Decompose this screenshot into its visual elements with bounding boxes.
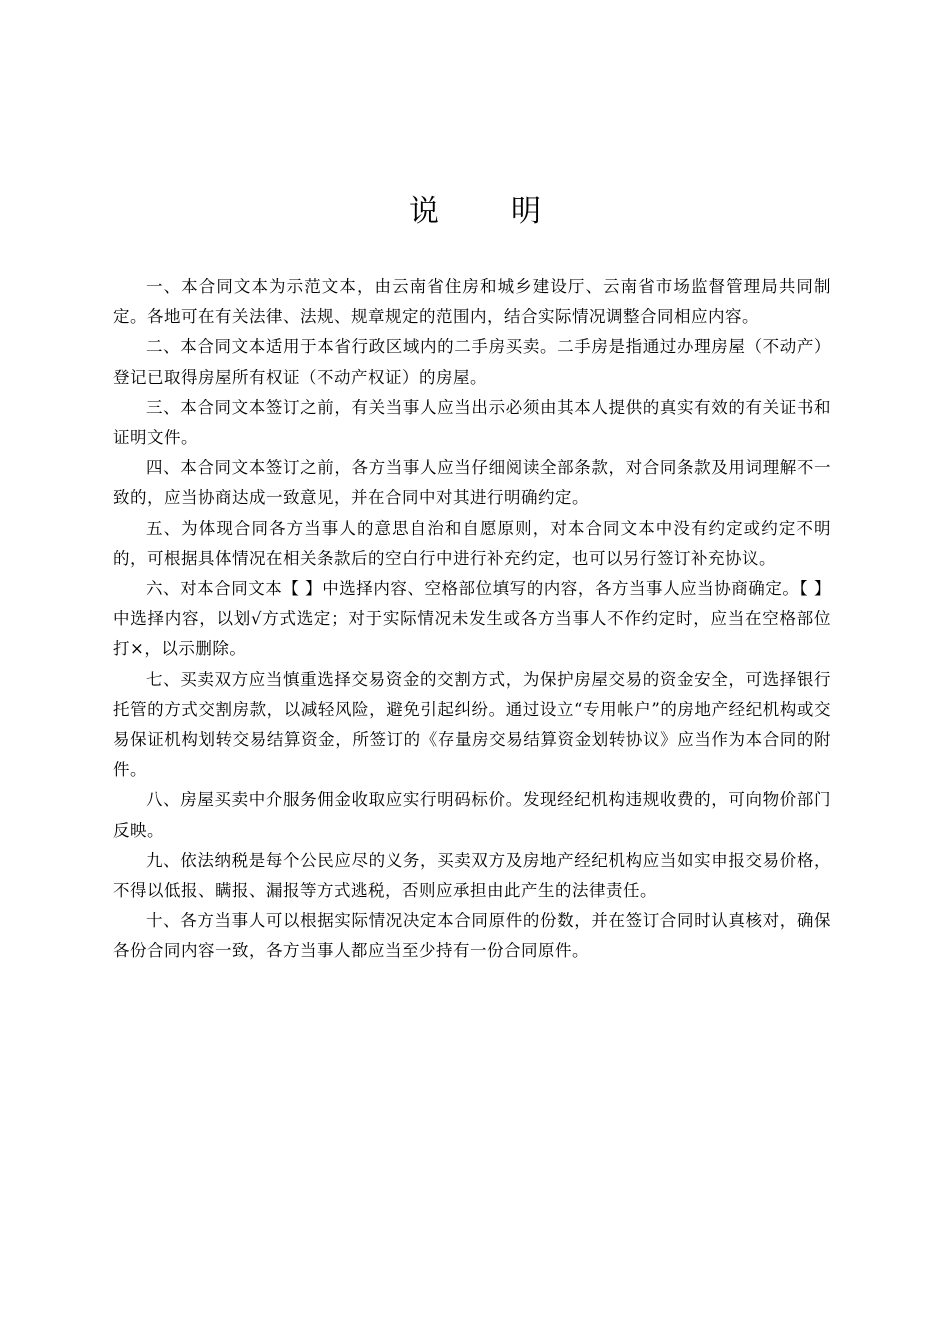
instructions-body (113, 272, 831, 967)
paragraph-5: 五、为体现合同各方当事人的意思自治和自愿原则，对本合同文本中没有约定或约定不明的，可根据具体情况在相关条款后的空白行中进行补充约定，也可以另行签订补充协议。 (113, 518, 831, 568)
paragraph-10: 十、各方当事人可以根据实际情况决定本合同原件的份数，并在签订合同时认真核对，确保各份合同内容一致，各方当事人都应当至少持有一份合同原件。 (113, 911, 831, 961)
paragraph-4: 四、本合同文本签订之前，各方当事人应当仔细阅读全部条款，对合同条款及用词理解不一致的，应当协商达成一致意见，并在合同中对其进行明确约定。 (113, 458, 831, 508)
paragraph-3: 三、本合同文本签订之前，有关当事人应当出示必须由其本人提供的真实有效的有关证书和证明文件。 (113, 397, 831, 448)
paragraph-9: 九、依法纳税是每个公民应尽的义务，买卖双方及房地产经纪机构应当如实申报交易价格，不得以低报、瞒报、漏报等方式逃税，否则应承担由此产生的法律责任。 (113, 850, 831, 901)
paragraph-6: 六、对本合同文本【 】中选择内容、空格部位填写的内容，各方当事人应当协商确定。【 】中选择内容，以划√方式选定；对于实际情况未发生或各方当事人不作约定时，应当在空格部位打×，以示删除。 (113, 579, 831, 659)
paragraph-1: 一、本合同文本为示范文本，由云南省住房和城乡建设厅、云南省市场监督管理局共同制定。各地可在有关法律、法规、规章规定的范围内，结合实际情况调整合同相应内容。 (113, 277, 831, 327)
paragraph-2: 二、本合同文本适用于本省行政区域内的二手房买卖。二手房是指通过办理房屋（不动产）登记已取得房屋所有权证（不动产权证）的房屋。 (113, 337, 831, 387)
page-title: 说明 (409, 194, 613, 229)
paragraph-7: 七、买卖双方应当慎重选择交易资金的交割方式，为保护房屋交易的资金安全，可选择银行托管的方式交割房款，以减轻风险，避免引起纠纷。通过设立“专用帐户”的房地产经纪机构或交易保证机构划转交易结算资金，所签订的《存量房交易结算资金划转协议》应当作为本合同的附件。 (113, 669, 831, 780)
paragraph-8: 八、房屋买卖中介服务佣金收取应实行明码标价。发现经纪机构违规收费的，可向物价部门反映。 (113, 790, 831, 840)
